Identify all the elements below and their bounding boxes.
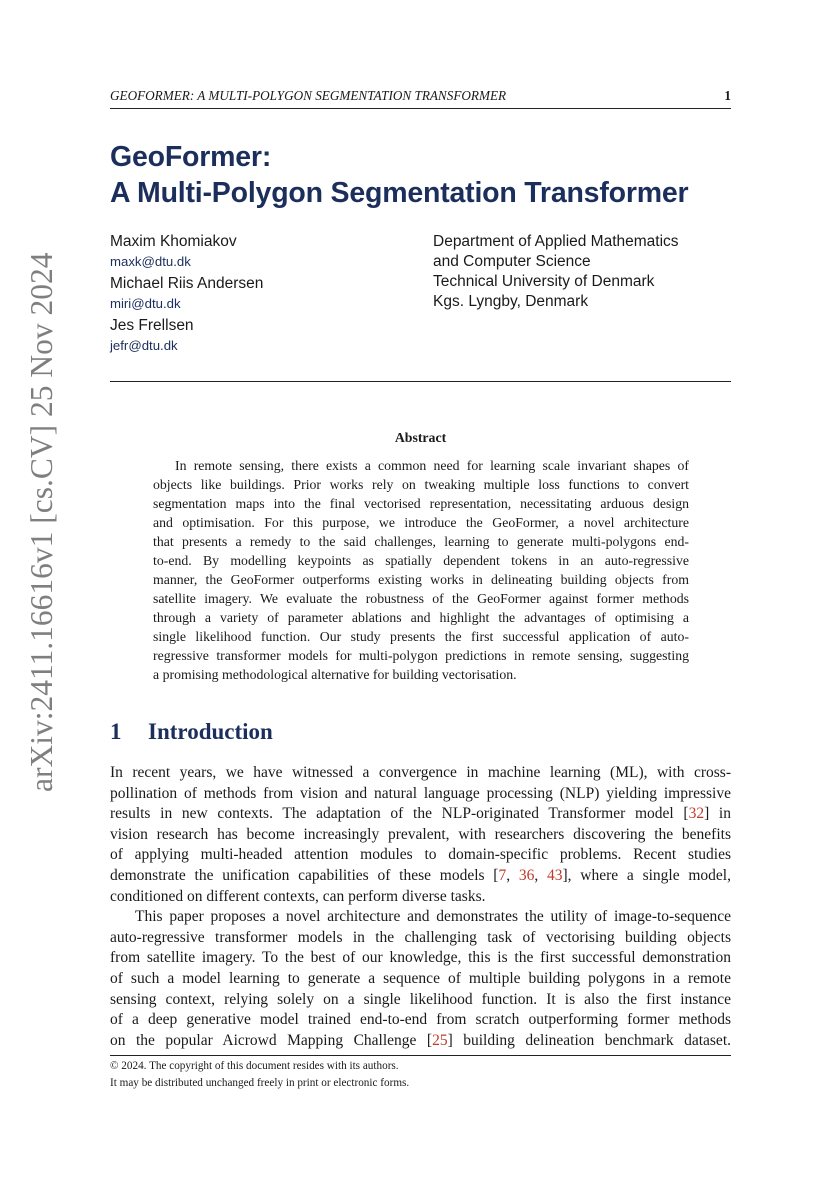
paper-title-line-2: A Multi-Polygon Segmentation Transformer — [110, 177, 689, 209]
author-email-link[interactable]: miri@dtu.dk — [110, 296, 181, 311]
intro-text: on the popular Aicrowd Mapping Challenge [ — [110, 1031, 433, 1049]
abstract-line: satellite imagery. We evaluate the robustness of the GeoFormer against former methods — [153, 591, 689, 606]
section-number: 1 — [110, 719, 122, 744]
author-email-link[interactable]: jefr@dtu.dk — [110, 338, 178, 353]
abstract-line: through a variety of parameter ablations and highlight the advantages of optimising a — [153, 610, 689, 625]
intro-line — [110, 866, 731, 887]
author-name: Michael Riis Andersen — [110, 275, 264, 292]
affiliation-block — [433, 232, 733, 312]
intro-line: of applying multi-headed attention modules to domain-specific problems. Recent studies — [110, 846, 731, 864]
paper-title-line-1: GeoFormer: — [110, 141, 272, 173]
abstract-line: and optimisation. For this purpose, we introduce the GeoFormer, a novel architecture — [153, 515, 689, 530]
affiliation-line: Kgs. Lyngby, Denmark — [433, 293, 589, 310]
paper-title — [110, 139, 750, 211]
abstract-line: a promising methodological alternative for building vectorisation. — [153, 667, 517, 682]
footnote-line: It may be distributed unchanged freely in print or electronic forms. — [110, 1077, 410, 1089]
citation-link[interactable]: 7 — [498, 866, 507, 884]
intro-line: of a deep generative model trained end-to-end from scratch outperforming former methods — [110, 1011, 731, 1029]
abstract-text — [153, 456, 689, 684]
citation-separator: , — [506, 866, 519, 884]
intro-line: vision research has become increasingly prevalent, with researchers discovering the benefits — [110, 825, 731, 843]
intro-line: pollination of methods from vision and natural language processing (NLP) yielding impressive — [110, 784, 731, 802]
intro-text: results in new contexts. The adaptation of the NLP-originated Transformer model [ — [110, 805, 689, 823]
intro-line: This paper proposes a novel architecture and demonstrates the utility of image-to-sequence — [135, 908, 731, 926]
intro-text: ], where a single model, — [562, 866, 731, 884]
citation-link[interactable]: 25 — [432, 1031, 448, 1049]
copyright-footnote — [110, 1058, 731, 1092]
abstract-heading: Abstract — [394, 430, 447, 445]
citation-link[interactable]: 43 — [547, 866, 563, 884]
running-head-title: GEOFORMER: A MULTI-POLYGON SEGMENTATION TRANSFORMER — [110, 88, 507, 103]
abstract-line: regressive transformer models for multi-polygon predictions in remote sensing, suggesting — [153, 648, 689, 663]
author-email-link[interactable]: maxk@dtu.dk — [110, 254, 191, 269]
citation-link[interactable]: 36 — [518, 866, 535, 884]
abstract-line: manner, the GeoFormer outperforms existing works in delineating building objects from — [153, 572, 689, 587]
affiliation-line: Technical University of Denmark — [433, 273, 655, 290]
running-head — [110, 86, 731, 106]
intro-line: auto-regressive transformer models in the challenging task of vectorising building objects — [110, 928, 731, 946]
intro-line: from satellite imagery. To the best of our knowledge, this is the first successful demonstration — [110, 949, 731, 967]
abstract-line: that presents a remedy to the said challenges, learning to generate multi-polygons end- — [153, 534, 689, 549]
citation-separator: , — [534, 866, 547, 884]
page-number: 1 — [724, 88, 731, 103]
affiliation-line: Department of Applied Mathematics — [433, 233, 679, 250]
author-name: Maxim Khomiakov — [110, 233, 237, 250]
arxiv-identifier-stamp: arXiv:2411.16616v1 [cs.CV] 25 Nov 2024 — [24, 252, 59, 792]
abstract-line: objects like buildings. Prior works rely on tweaking multiple loss functions to convert — [153, 477, 689, 492]
introduction-text — [110, 763, 731, 1051]
citation-link[interactable]: 32 — [688, 805, 705, 823]
footnote-line: © 2024. The copyright of this document resides with its authors. — [110, 1060, 399, 1072]
intro-text: ] building delineation benchmark dataset. — [447, 1031, 731, 1049]
abstract-line: segmentation maps into the final vectorised representation, necessitating arduous design — [153, 496, 689, 511]
intro-line — [110, 804, 731, 825]
intro-line: In recent years, we have witnessed a convergence in machine learning (ML), with cross- — [110, 764, 731, 781]
author-name: Jes Frellsen — [110, 317, 194, 334]
title-block-rule — [110, 381, 731, 382]
intro-line: conditioned on different contexts, can perform diverse tasks. — [110, 887, 486, 905]
abstract-line: single likelihood function. Our study presents the first successful application of auto- — [153, 629, 689, 644]
intro-line: of such a model learning to generate a sequence of multiple building polygons in a remote — [110, 969, 731, 987]
intro-text: demonstrate the unification capabilities of these models [ — [110, 866, 499, 884]
header-rule — [110, 108, 731, 109]
abstract-line: In remote sensing, there exists a common need for learning scale invariant shapes of — [175, 458, 689, 473]
intro-text: ] in — [704, 805, 731, 823]
intro-line: sensing context, relying solely on a single likelihood function. It is also the first instance — [110, 990, 731, 1008]
author-list — [110, 232, 420, 358]
section-title: Introduction — [148, 719, 273, 744]
abstract-line: to-end. By modelling keypoints as spatially dependent tokens in an auto-regressive — [153, 553, 689, 568]
section-heading-introduction — [110, 716, 273, 748]
affiliation-line: and Computer Science — [433, 253, 591, 270]
intro-line — [110, 1031, 731, 1052]
footnote-rule — [110, 1055, 731, 1056]
